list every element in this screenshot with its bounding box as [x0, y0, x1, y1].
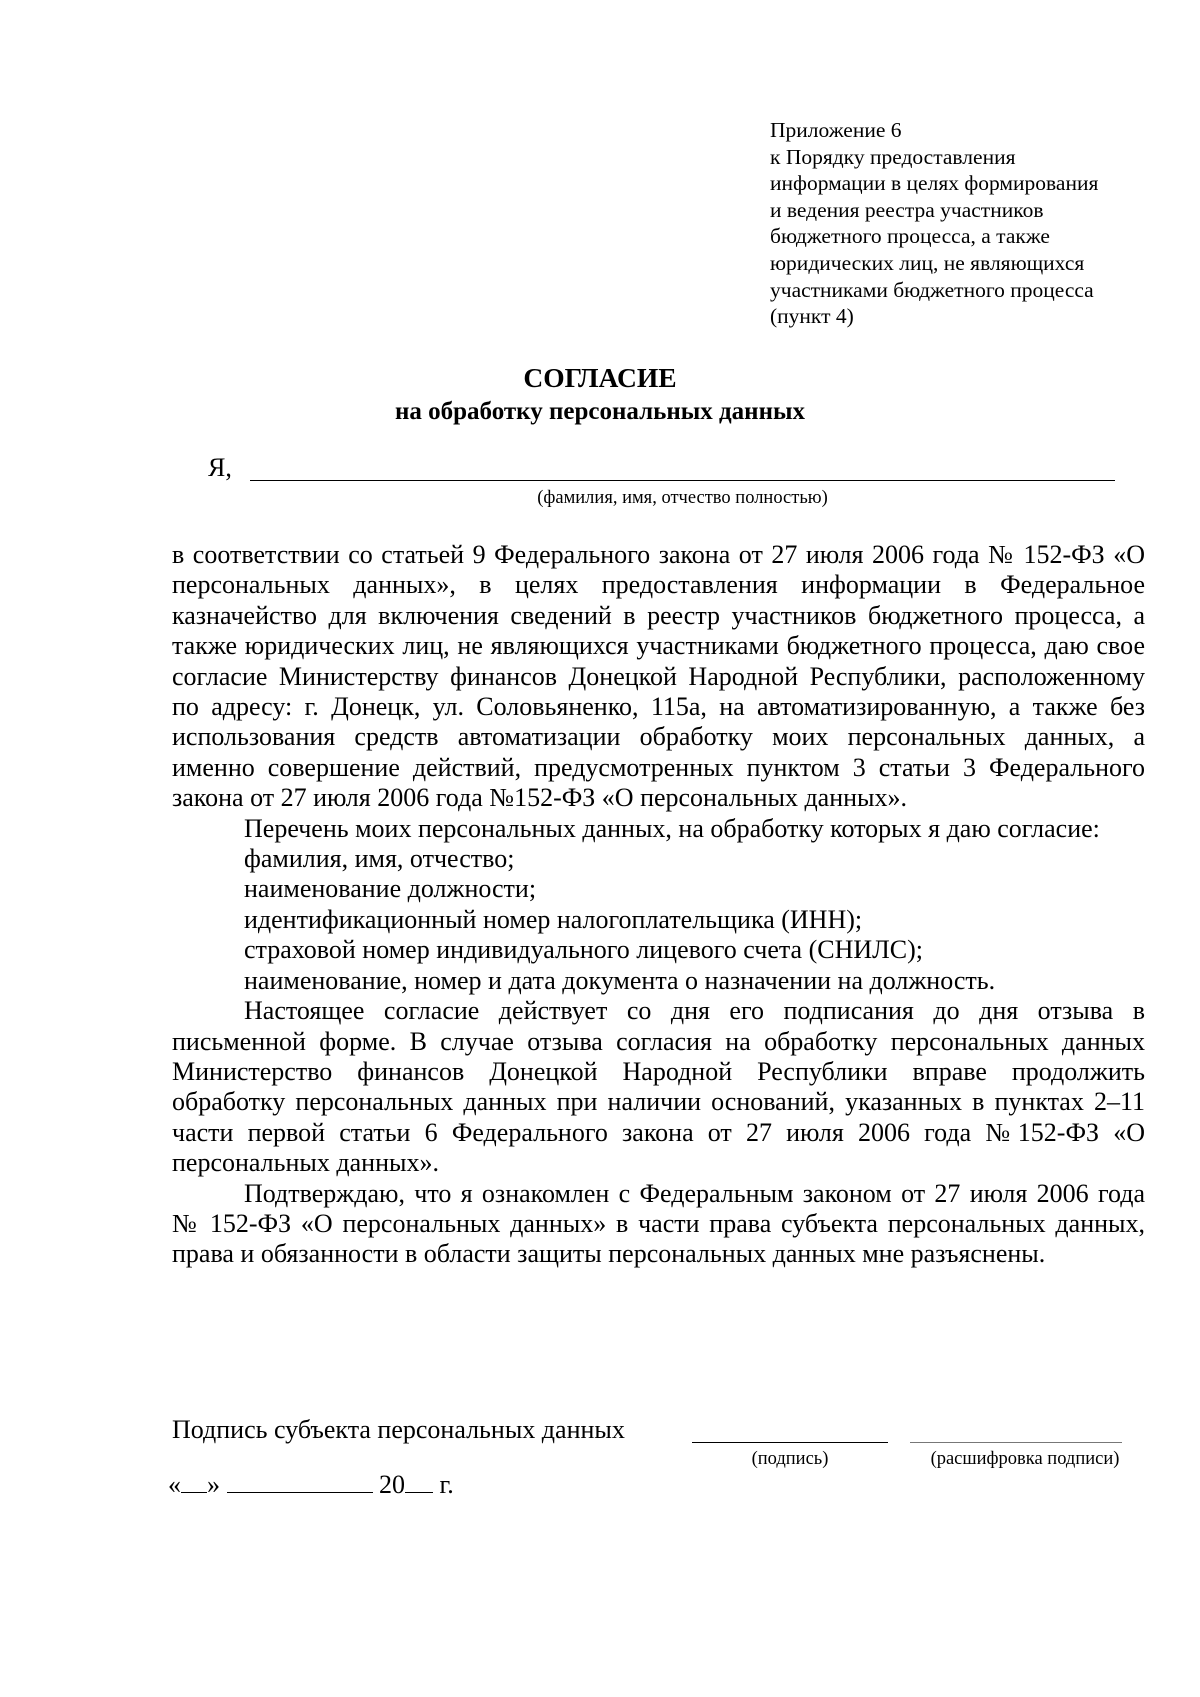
appendix-line: (пункт 4) [770, 304, 854, 329]
appendix-header [770, 117, 1170, 330]
document-subtitle: на обработку персональных данных [395, 398, 805, 425]
signature-decode-caption: (расшифровка подписи) [930, 1449, 1120, 1469]
date-close-quote: » [207, 1470, 220, 1499]
appendix-line: к Порядку предоставления [770, 144, 1016, 169]
date-field [168, 1470, 454, 1500]
signature-decode-blank-line[interactable] [910, 1442, 1122, 1443]
day-blank[interactable] [181, 1472, 207, 1493]
consent-body [172, 540, 1145, 1270]
paragraph-legal-basis: в соответствии со статьей 9 Федерального закона от 27 июля 2006 года № 152-ФЗ «О персональных данных», в целях предоставления информации в Федеральное казначейство для включения сведений в реестр участников бюджетного процесса, а также юридических лиц, не являющихся участниками бюджетного процесса, даю свое согласие Министерству финансов Донецкой Народной Республики, расположенному по адресу: г. Донецк, ул. Соловьяненко, 115а, на автоматизированную, а также без использования средств автоматизации обработку моих персональных данных, а именно совершение действий, предусмотренных пунктом 3 статьи 3 Федерального закона от 27 июля 2006 года №152-ФЗ «О персональных данных». [172, 540, 1145, 813]
year-prefix: 20 [379, 1470, 405, 1499]
appendix-line: информации в целях формирования [770, 171, 1099, 196]
list-item: идентификационный номер налогоплательщика (ИНН); [244, 904, 863, 934]
appendix-line: юридических лиц, не являющихся [770, 250, 1085, 275]
paragraph-validity: Настоящее согласие действует со дня его подписания до дня отзыва в письменной форме. В случае отзыва согласия на обработку персональных данных Министерство финансов Донецкой Народной Республики вправе продолжить обработку персональных данных при наличии оснований, указанных в пунктах 2–11 части первой статьи 6 Федерального закона от 27 июля 2006 года №152-ФЗ «О персональных данных». [172, 996, 1145, 1178]
appendix-line: бюджетного процесса, а также [770, 224, 1050, 249]
appendix-line: и ведения реестра участников [770, 197, 1044, 222]
year-suffix: г. [439, 1470, 454, 1499]
date-open-quote: « [168, 1470, 181, 1499]
paragraph-data-list-intro: Перечень моих персональных данных, на обработку которых я даю согласие: [244, 813, 1100, 843]
appendix-line: Приложение 6 [770, 118, 902, 142]
personal-data-list [172, 844, 1145, 996]
full-name-blank-line[interactable] [250, 480, 1115, 481]
year-blank[interactable] [405, 1472, 433, 1493]
signature-caption: (подпись) [751, 1449, 829, 1469]
signature-blank-line[interactable] [692, 1442, 888, 1443]
paragraph-confirmation: Подтверждаю, что я ознакомлен с Федеральным законом от 27 июля 2006 года № 152-ФЗ «О персональных данных» в части права субъекта персональных данных, права и обязанности в области защиты персональных данных мне разъяснены. [172, 1178, 1145, 1269]
list-item: фамилия, имя, отчество; [244, 844, 515, 874]
list-item: наименование должности; [244, 874, 537, 904]
month-blank[interactable] [227, 1472, 373, 1493]
appendix-line: участниками бюджетного процесса [770, 277, 1094, 302]
list-item: наименование, номер и дата документа о назначении на должность. [244, 965, 996, 995]
document-title: СОГЛАСИЕ [523, 362, 677, 393]
subject-prefix: Я, [208, 453, 232, 482]
list-item: страховой номер индивидуального лицевого счета (СНИЛС); [244, 935, 923, 965]
full-name-caption: (фамилия, имя, отчество полностью) [537, 488, 828, 508]
signature-label: Подпись субъекта персональных данных [172, 1415, 625, 1444]
